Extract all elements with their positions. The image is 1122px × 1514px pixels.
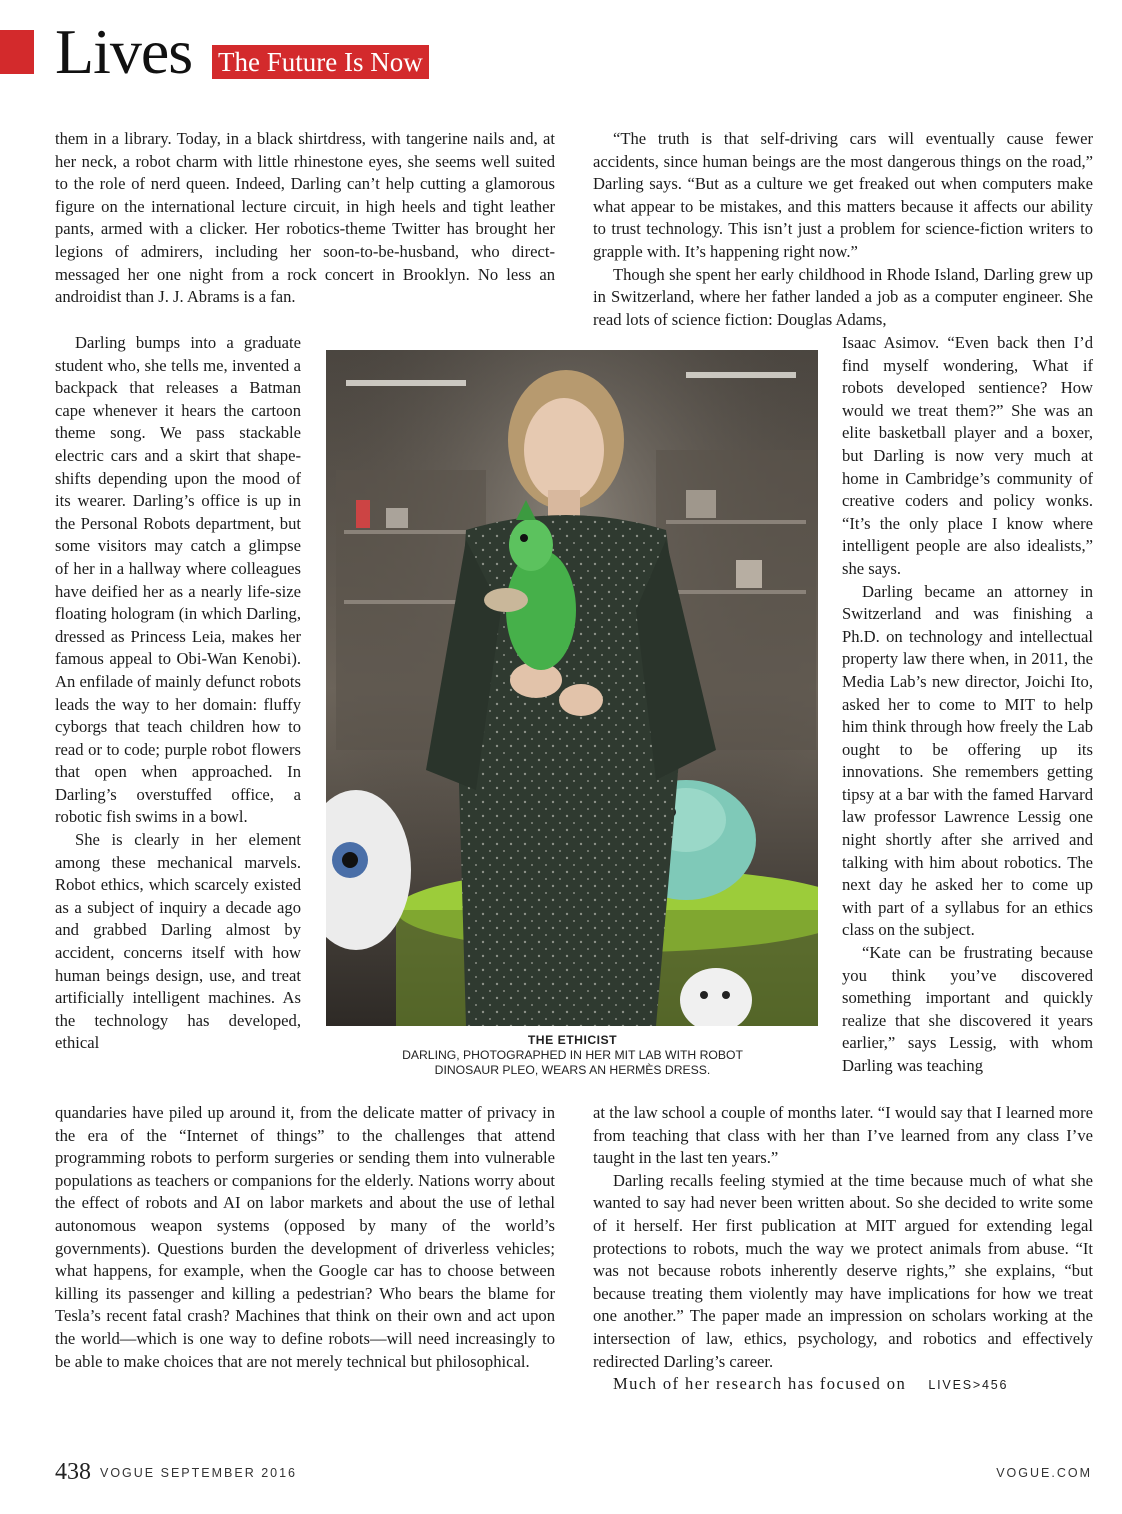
right-col-narrow	[842, 332, 1093, 1078]
feature-photo	[326, 350, 818, 1026]
website-url: VOGUE.COM	[996, 1466, 1092, 1480]
jump-line: LIVES>456	[928, 1378, 1009, 1393]
page-number: 438	[55, 1459, 91, 1485]
paragraph: “Kate can be frustrating because you think you’ve discovered something important and quickly realize that she discovered it years earlier,” says Lessig, with whom Darling was teaching	[842, 943, 1093, 1075]
photo-caption	[340, 1033, 805, 1078]
section-color-block	[0, 30, 34, 74]
paragraph-text: Much of her research has focused on	[613, 1374, 907, 1394]
paragraph: “The truth is that self-driving cars will eventually cause fewer accidents, since human beings are the most dangerous things on the road,” Darling says. “But as a culture we get freaked out when computers make what appear to be mistakes, and this matters because it affects our ability to trust technology. This isn’t just a problem for science-fiction writers to grapple with. It’s happening right now.”	[593, 129, 1093, 261]
paragraph: Though she spent her early childhood in Rhode Island, Darling grew up in Switzerland, where her father landed a job as a computer engineer. She read lots of science fiction: Douglas Adams,	[593, 264, 1093, 329]
paragraph: them in a library. Today, in a black shirtdress, with tangerine nails and, at her neck, a robot charm with little rhinestone eyes, she seems well suited to the role of nerd queen. Indeed, Darling can’t help cutting a glamorous figure on the international lecture circuit, in high heels and tight leather pants, armed with a clicker. Her robotics-theme Twitter has brought her legions of admirers, including her soon-to-be-husband, who direct-messaged her one night from a rock concert in Brooklyn. No less an androidist than J. J. Abrams is a fan.	[55, 129, 555, 307]
left-col-top	[55, 128, 555, 309]
paragraph: quandaries have piled up around it, from the delicate matter of privacy in the era of the “Internet of things” to the challenges that attend programming robots to perform surgeries or sending them into vulnerable populations as teachers or companions for the elderly. Nations worry about the effect of robots and AI on labor markets and about the use of lethal autonomous weapon systems (opposed by many of the world’s governments). Questions burden the development of driverless vehicles; what happens, for example, when the Google car has to choose between killing its passenger and killing a pedestrian? Who bears the blame for Tesla’s recent fatal crash? Machines that think on their own and act upon the world—which is one way to define robots—will need increasingly to be able to make choices that are not merely technical but philosophical.	[55, 1103, 555, 1371]
right-col-bottom	[593, 1102, 1093, 1397]
paragraph: She is clearly in her element among these mechanical marvels. Robot ethics, which scarcely existed as a subject of inquiry a decade ago and grabbed Darling almost by accident, concerns itself with how human beings design, use, and treat artificially intelligent machines. As the technology has developed, ethical	[55, 830, 301, 1053]
right-col-top	[593, 128, 1093, 331]
paragraph: at the law school a couple of months later. “I would say that I learned more from teaching that class with her than I’ve learned from any class I’ve taught in the last ten years.”	[593, 1103, 1093, 1168]
publication-line: VOGUE SEPTEMBER 2016	[100, 1466, 298, 1480]
paragraph: Darling recalls feeling stymied at the time because much of what she wanted to say had never been written about. So she decided to write some of it herself. Her first publication at MIT argued for extending legal protections to robots, much the way we protect animals from abuse. “It was not because robots inherently deserve rights,” she explains, “but because treating them violently may have implications for how we treat one another.” The paper made an impression on scholars working at the intersection of law, ethics, psychology, and robotics and effectively redirected Darling’s career.	[593, 1170, 1093, 1371]
caption-line: DINOSAUR PLEO, WEARS AN HERMÈS DRESS.	[434, 1063, 711, 1077]
left-col-bottom	[55, 1102, 555, 1373]
paragraph: Darling became an attorney in Switzerland and was finishing a Ph.D. on technology and intellectual property law there when, in 2011, the Media Lab’s new director, Joichi Ito, asked her to come to MIT to help him think through how freely the Lab ought to be offering up its innovations. She remembers getting tipsy at a bar with the famed Harvard law professor Lawrence Lessig one night shortly after she arrived and talking with him about robotics. The next day he asked her to come up with part of a syllabus for an ethics class on the subject.	[842, 581, 1093, 940]
photo-illustration	[326, 350, 818, 1026]
paragraph: Isaac Asimov. “Even back then I’d find myself wondering, What if robots developed sentience? How would we treat them?” She was an elite basketball player and a boxer, but Darling is now very much at home in Cambridge’s community of creative coders and policy wonks. “It’s the only place I know where intelligent people are also idealists,” she says.	[842, 333, 1093, 578]
section-tag: The Future Is Now	[212, 45, 429, 79]
caption-title: THE ETHICIST	[527, 1033, 618, 1047]
paragraph-continued	[593, 1373, 1093, 1397]
paragraph: Darling bumps into a graduate student who, she tells me, invented a backpack that releases a Batman cape whenever it hears the cartoon theme song. We pass stackable electric cars and a skirt that shape-shifts depending upon the mood of its wearer. Darling’s office is up in the Personal Robots department, but some visitors may catch a glimpse of her in a hallway where colleagues have deified her as a nearly life-size floating hologram (in which Darling, dressed as Princess Leia, makes her famous appeal to Obi-Wan Kenobi). An enfilade of mainly defunct robots leads the way to her domain: fluffy cyborgs that teach children how to read or to code; purple robot flowers that open when approached. In Darling’s overstuffed office, a robotic fish swims in a bowl.	[55, 333, 301, 827]
left-col-narrow	[55, 332, 301, 1055]
caption-line: DARLING, PHOTOGRAPHED IN HER MIT LAB WITH ROBOT	[402, 1048, 743, 1062]
section-title: Lives	[55, 16, 193, 87]
